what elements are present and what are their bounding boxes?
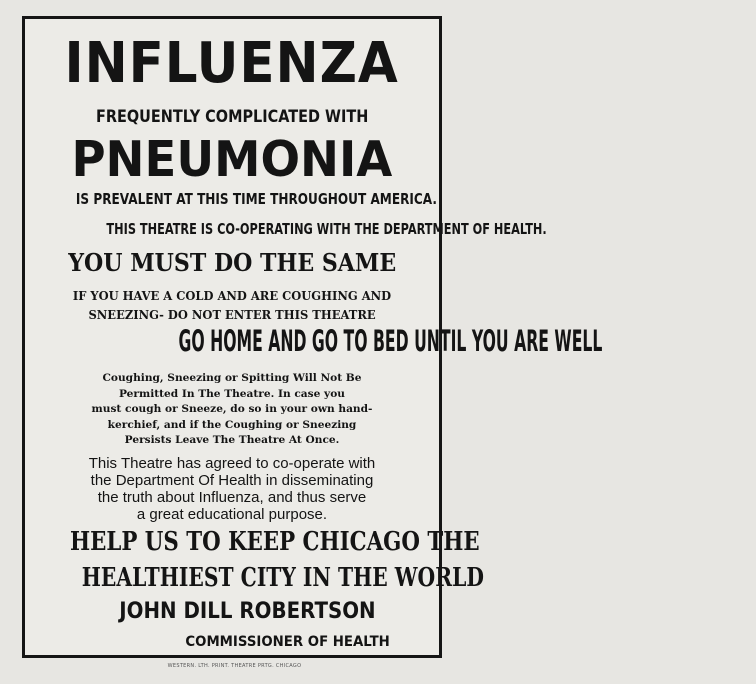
agreement-line: the truth about Influenza, and thus serve — [97, 489, 367, 506]
rules-line: kerchief, and if the Coughing or Sneezing — [107, 418, 357, 431]
prevalent-text: IS PREVALENT AT THIS TIME THROUGHOUT AMERICA. — [75, 190, 437, 208]
influenza-poster — [22, 16, 603, 658]
subhead: FREQUENTLY COMPLICATED WITH — [95, 107, 369, 127]
headline: INFLUENZA — [64, 31, 400, 96]
signatory-title-row — [145, 631, 431, 650]
agreement-line: a great educational purpose. — [136, 506, 328, 523]
cold-line-1-row — [25, 285, 439, 304]
cold-line-1: IF YOU HAVE A COLD AND ARE COUGHING AND — [72, 288, 392, 303]
subhead-row — [25, 107, 439, 127]
signatory-name: JOHN DILL ROBERTSON — [118, 599, 376, 624]
disease-row — [25, 131, 439, 188]
help-line-2-row — [25, 563, 484, 593]
help-line-1-row — [25, 527, 480, 557]
rules-line: Coughing, Sneezing or Spitting Will Not Be — [102, 372, 362, 384]
rules-paragraph — [25, 371, 439, 449]
cooperating-row — [25, 219, 547, 238]
go-home-row — [25, 324, 603, 359]
printer-credit: WESTERN. LTH. PRINT. THEATRE PRTG. CHICAGO — [167, 663, 302, 669]
cold-line-2: SNEEZING- DO NOT ENTER THIS THEATRE — [88, 307, 376, 322]
cooperating-text: THIS THEATRE IS CO-OPERATING WITH THE DEPARTMENT OF HEALTH. — [106, 220, 547, 238]
rules-line: Persists Leave The Theatre At Once. — [124, 434, 340, 446]
rules-line: Permitted In The Theatre. In case you — [119, 387, 345, 400]
must-row — [25, 248, 439, 277]
rules-line: must cough or Sneeze, do so in your own hand- — [91, 403, 373, 415]
signatory-name-row — [55, 599, 439, 624]
help-line-1: HELP US TO KEEP CHICAGO THE — [69, 527, 480, 557]
agreement-line: This Theatre has agreed to co-operate with — [88, 455, 376, 472]
headline-row — [25, 31, 439, 96]
prevalent-row — [25, 189, 439, 208]
cold-line-2-row — [25, 304, 439, 323]
must-text: YOU MUST DO THE SAME — [68, 248, 396, 277]
agreement-paragraph — [25, 455, 439, 523]
disease-name: PNEUMONIA — [71, 131, 393, 188]
go-home-text: GO HOME AND GO TO BED UNTIL YOU ARE WELL — [178, 324, 603, 359]
signatory-title: COMMISSIONER OF HEALTH — [185, 634, 391, 650]
help-line-2: HEALTHIEST CITY IN THE WORLD — [81, 563, 484, 593]
agreement-line: the Department Of Health in disseminating — [90, 472, 374, 489]
